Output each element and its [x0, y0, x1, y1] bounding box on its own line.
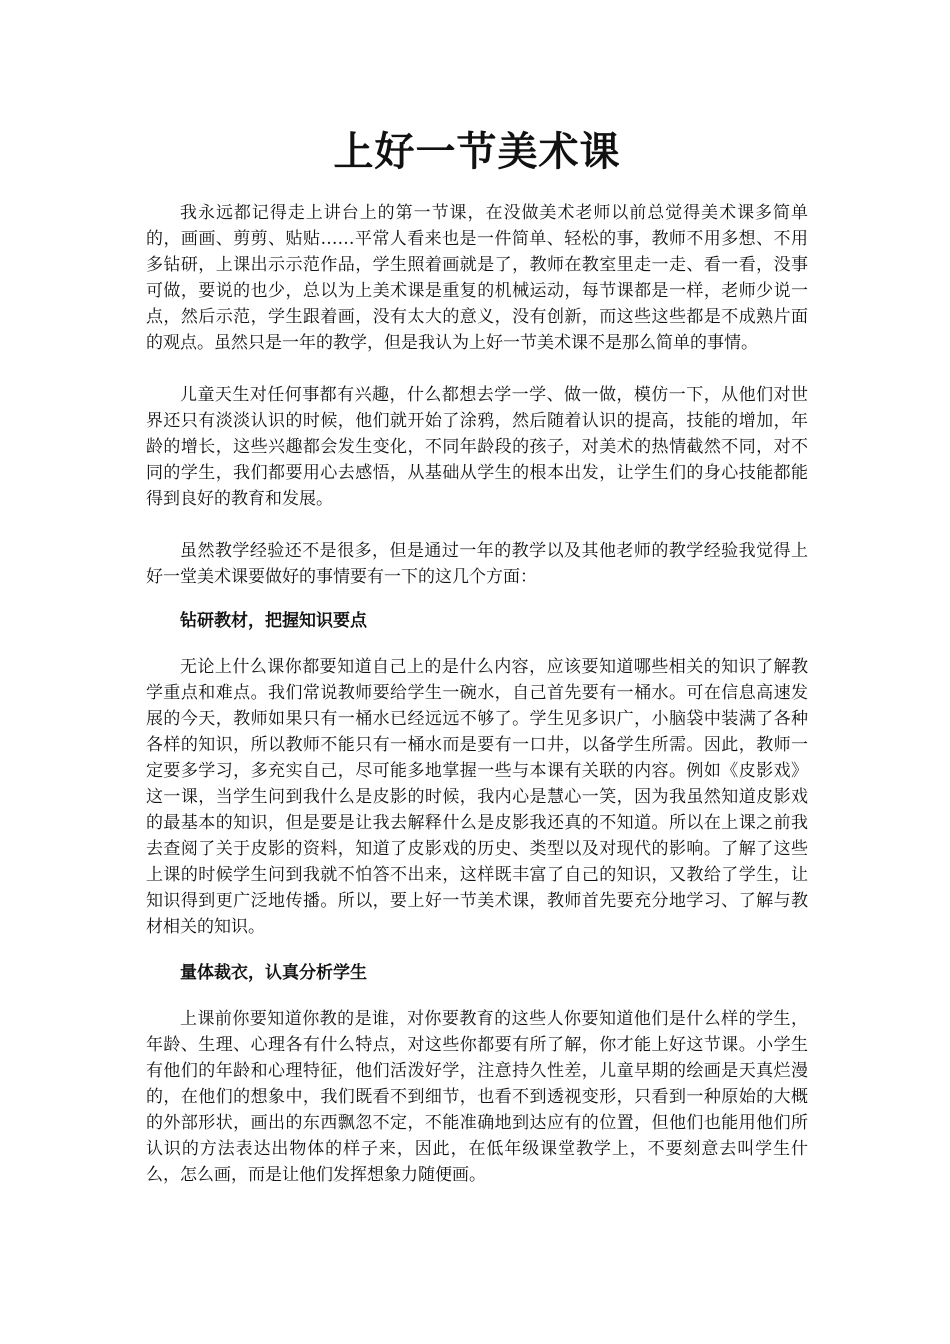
intro-paragraph-2: 儿童天生对任何事都有兴趣，什么都想去学一学、做一做，模仿一下，从他们对世界还只有淡淡认识的时候，他们就开始了涂鸦，然后随着认识的提高，技能的增加，年龄的增长，这些兴趣都会发生变化，不同年龄段的孩子，对美术的热情截然不同，对不同的学生，我们都要用心去感悟，从基础从学生的根本出发，让学生们的身心技能都能得到良好的教育和发展。 — [146, 385, 808, 509]
page-title: 上好一节美术课 — [333, 128, 621, 175]
section-body-1: 无论上什么课你都要知道自己上的是什么内容，应该要知道哪些相关的知识了解教学重点和难点。我们常说教师要给学生一碗水，自己首先要有一桶水。可在信息高速发展的今天，教师如果只有一桶水已经远远不够了。学生见多识广，小脑袋中装满了各种各样的知识，所以教师不能只有一桶水而是要有一口井，以备学生所需。因此，教师一定要多学习，多充实自己，尽可能多地掌握一些与本课有关联的内容。例如《皮影戏》这一课，当学生问到我什么是皮影的时候，我内心是慧心一笑，因为我虽然知道皮影戏的最基本的知识，但是要是让我去解释什么是皮影我还真的不知道。所以在上课之前我去查阅了关于皮影的资料，知道了皮影戏的历史、类型以及对现代的影响。了解了这些上课的时候学生问到我就不怕答不出来，这样既丰富了自己的知识，又教给了学生，让知识得到更广泛地传播。所以，要上好一节美术课，教师首先要充分地学习、了解与教材相关的知识。 — [146, 657, 808, 937]
section-heading-2: 量体裁衣，认真分析学生 — [180, 963, 367, 983]
intro-paragraph-3: 虽然教学经验还不是很多，但是通过一年的教学以及其他老师的教学经验我觉得上好一堂美术课要做好的事情要有一下的这几个方面： — [146, 541, 808, 587]
intro-paragraph-1: 我永远都记得走上讲台上的第一节课，在没做美术老师以前总觉得美术课多简单的，画画、剪剪、贴贴……平常人看来也是一件简单、轻松的事，教师不用多想、不用多钻研，上课出示示范作品，学生照着画就是了，教师在教室里走一走、看一看，没事可做，要说的也少，总以为上美术课是重复的机械运动，每节课都是一样，老师少说一点，然后示范，学生跟着画，没有太大的意义，没有创新，而这些这些都是不成熟片面的观点。虽然只是一年的教学，但是我认为上好一节美术课不是那么简单的事情。 — [146, 203, 808, 353]
document-page — [146, 0, 808, 1188]
section-body-2: 上课前你要知道你教的是谁，对你要教育的这些人你要知道他们是什么样的学生，年龄、生理、心理各有什么特点，对这些你都要有所了解，你才能上好这节课。小学生有他们的年龄和心理特征，他们活泼好学，注意持久性差，儿童早期的绘画是天真烂漫的，在他们的想象中，我们既看不到细节，也看不到透视变形，只看到一种原始的大概的外部形状，画出的东西飘忽不定，不能准确地到达应有的位置，但他们也能用他们所认识的方法表达出物体的样子来，因此，在低年级课堂教学上，不要刻意去叫学生什么，怎么画，而是让他们发挥想象力随便画。 — [146, 1009, 808, 1185]
section-heading-1: 钻研教材，把握知识要点 — [180, 611, 367, 631]
